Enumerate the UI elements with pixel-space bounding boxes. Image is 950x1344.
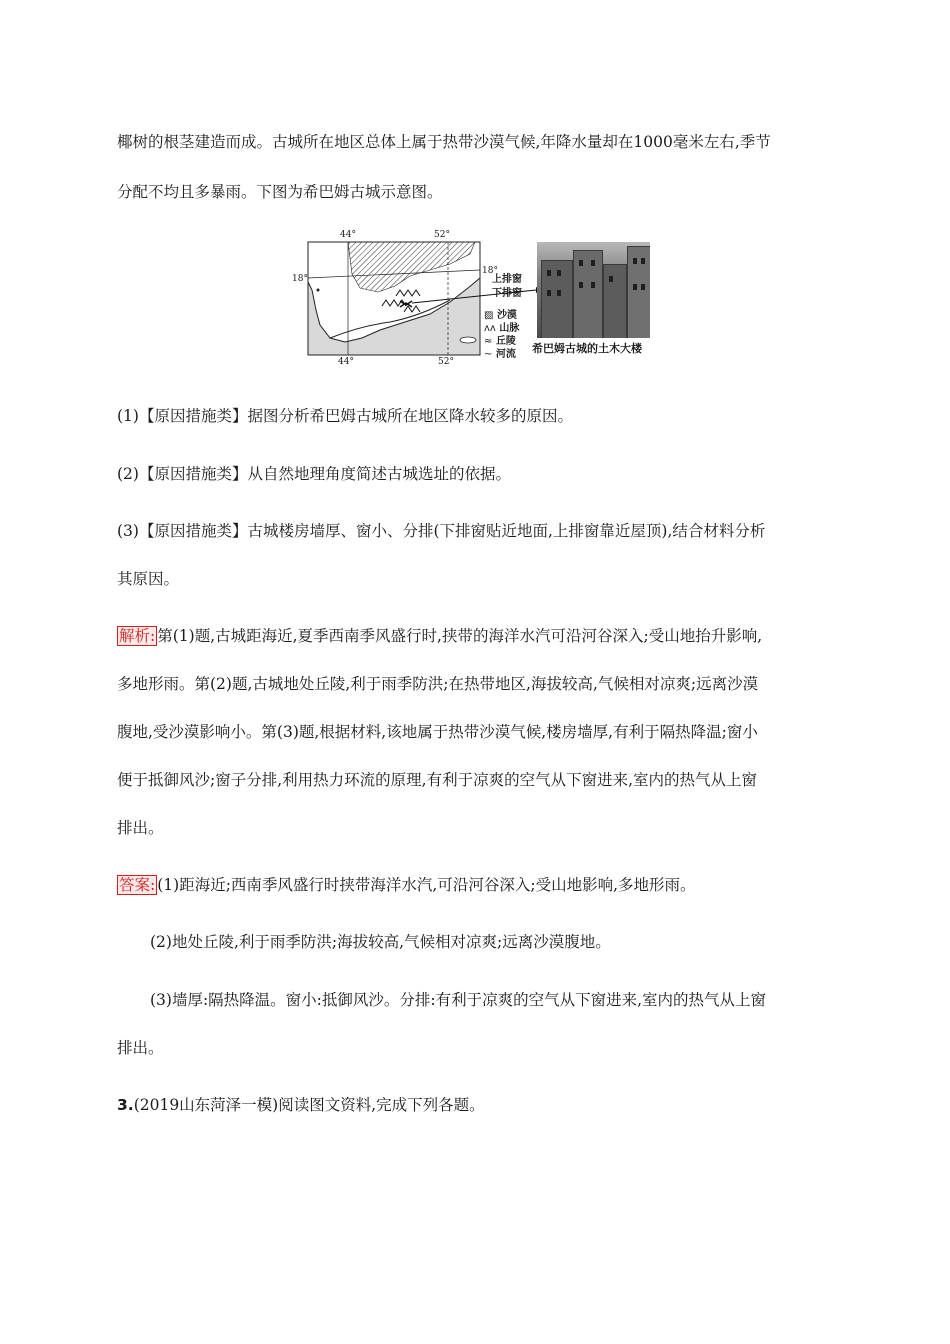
legend-mountain: ʌʌ 山脉 — [484, 323, 520, 334]
coord-left-lat: 18° — [292, 274, 308, 284]
analysis-tag: 解析: — [119, 627, 156, 645]
mud-tower-photo — [537, 242, 650, 338]
coord-bottom-right: 52° — [438, 357, 454, 367]
desert-legend-icon: ▨ — [484, 310, 494, 321]
question-3-line-1: (3)【原因措施类】古城楼房墙厚、窗小、分排(下排窗贴近地面,上排窗靠近屋顶),结合材料分析 — [117, 522, 766, 540]
next-question: 3.(2019山东菏泽一模)阅读图文资料,完成下列各题。 — [117, 1096, 485, 1114]
question-2: (2)【原因措施类】从自然地理角度简述古城选址的依据。 — [117, 465, 511, 483]
upper-window-label: 上排窗 — [492, 274, 522, 285]
analysis-line-3: 腹地,受沙漠影响小。第(3)题,根据材料,该地属于热带沙漠气候,楼房墙厚,有利于隔热降温;窗小 — [117, 723, 758, 741]
hills-legend-icon: ≈ — [484, 336, 493, 347]
answer-line-3: (3)墙厚:隔热降温。窗小:抵御风沙。分排:有利于凉爽的空气从下窗进来,室内的热气从上窗 — [150, 991, 767, 1009]
answer-tag: 答案: — [119, 876, 156, 894]
legend-hills: ≈ 丘陵 — [484, 336, 516, 347]
photo-caption: 希巴姆古城的土木大楼 — [532, 342, 642, 355]
answer-line-1: 答案: (1)距海近;西南季风盛行时挟带海洋水汽,可沿河谷深入;受山地影响,多地形雨。 — [119, 876, 696, 894]
coord-bottom-left: 44° — [338, 357, 354, 367]
answer-line-4: 排出。 — [117, 1039, 164, 1057]
lower-window-label: 下排窗 — [492, 288, 522, 299]
coord-top-right: 52° — [434, 230, 450, 240]
answer-line-2: (2)地处丘陵,利于雨季防洪;海拔较高,气候相对凉爽;远离沙漠腹地。 — [150, 933, 611, 951]
river-legend-icon: ~ — [484, 349, 493, 360]
legend-desert: ▨ 沙漠 — [484, 310, 517, 321]
coord-top-left: 44° — [340, 230, 356, 240]
question-3-line-2: 其原因。 — [117, 570, 180, 588]
analysis-line-2: 多地形雨。第(2)题,古城地处丘陵,利于雨季防洪;在热带地区,海拔较高,气候相对凉爽;远离沙漠 — [117, 675, 759, 693]
intro-line-1: 椰树的根茎建造而成。古城所在地区总体上属于热带沙漠气候,年降水量却在1000毫米左右,季节 — [117, 133, 771, 151]
hibam-figure — [292, 230, 670, 370]
question-1: (1)【原因措施类】据图分析希巴姆古城所在地区降水较多的原因。 — [117, 407, 573, 425]
coord-right-lat: 18° — [482, 266, 498, 276]
legend-river: ~ 河流 — [484, 349, 516, 360]
analysis-line-1: 解析: 第(1)题,古城距海近,夏季西南季风盛行时,挟带的海洋水汽可沿河谷深入;受山地抬升影响, — [119, 627, 763, 645]
intro-line-2: 分配不均且多暴雨。下图为希巴姆古城示意图。 — [117, 183, 443, 201]
mountain-legend-icon: ʌʌ — [484, 323, 496, 334]
analysis-line-4: 便于抵御风沙;窗子分排,利用热力环流的原理,有利于凉爽的空气从下窗进来,室内的热气从上窗 — [117, 771, 758, 789]
question-number: 3. — [117, 1096, 134, 1114]
analysis-line-5: 排出。 — [117, 819, 164, 837]
